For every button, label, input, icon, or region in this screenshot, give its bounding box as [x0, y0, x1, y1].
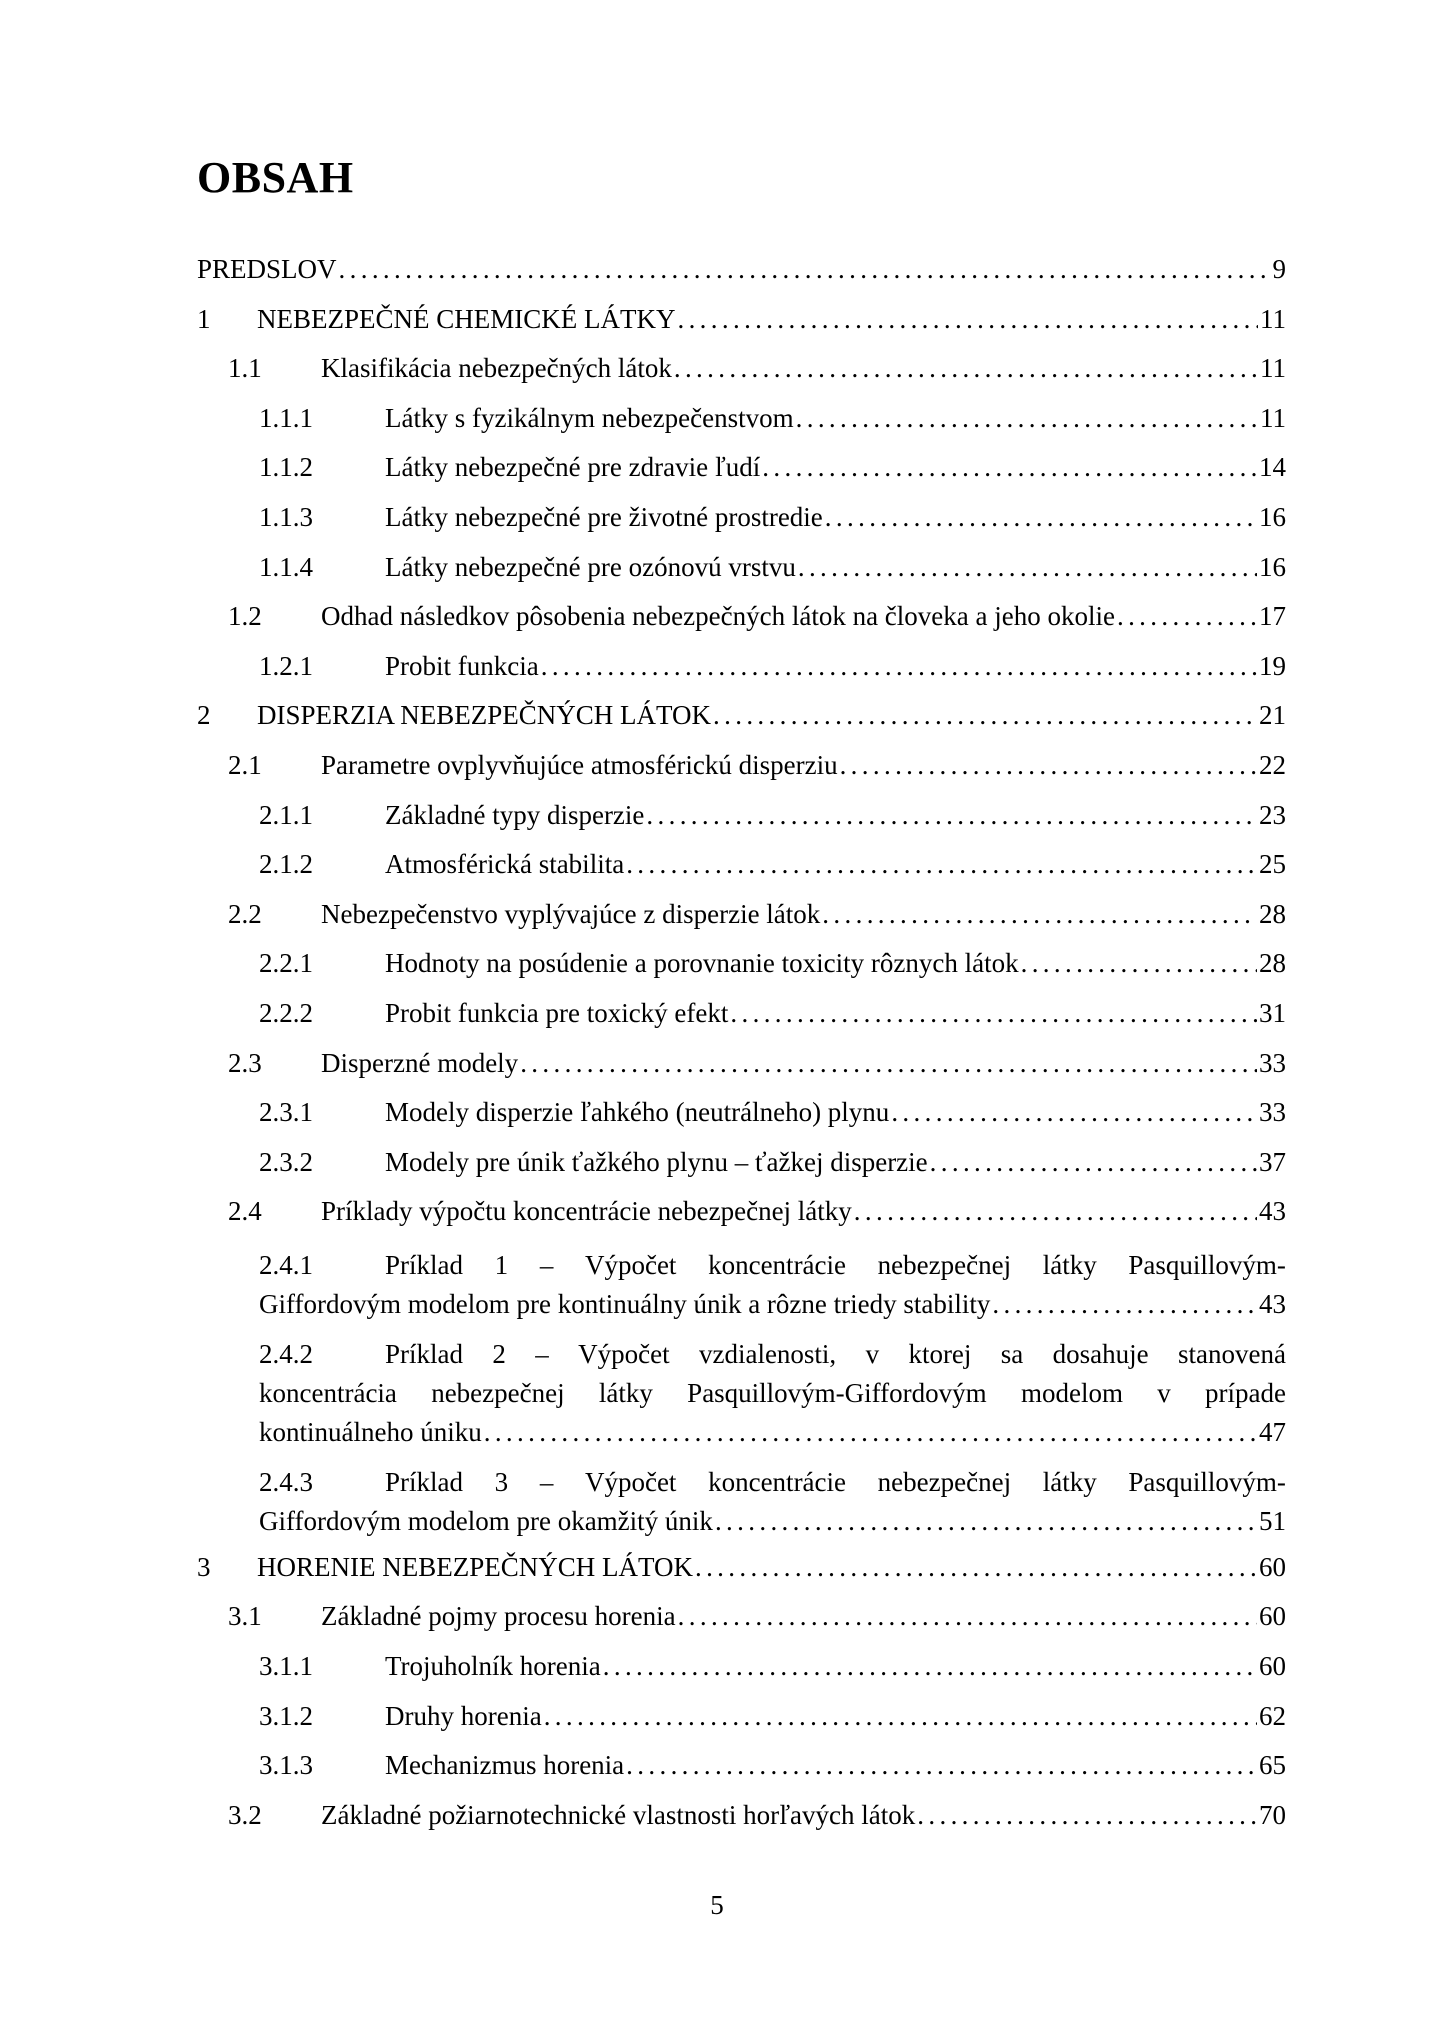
toc-entry	[197, 849, 1286, 899]
toc-entry-title: Druhy horenia	[385, 1700, 542, 1731]
toc-word: Výpočet	[584, 1466, 677, 1497]
toc-dot-leader	[674, 353, 1258, 384]
toc-entry-title: Mechanizmus horenia	[385, 1750, 625, 1781]
toc-word: Výpočet	[584, 1249, 677, 1280]
toc-entry	[197, 304, 1286, 354]
toc-entry-title: Modely pre únik ťažkého plynu – ťažkej disperzie	[385, 1146, 928, 1177]
toc-entry-title: Trojuholník horenia	[385, 1651, 601, 1682]
toc-word: látky	[598, 1377, 653, 1408]
toc-entry-title-cont: Giffordovým modelom pre kontinuálny únik a rôzne triedy stability	[259, 1288, 991, 1319]
toc-word: nebezpečnej	[431, 1377, 565, 1408]
toc-entry-page: 43	[1259, 1196, 1286, 1227]
toc-entry	[197, 502, 1286, 552]
toc-word: látky	[1042, 1249, 1097, 1280]
toc-entry-title: Hodnoty na posúdenie a porovnanie toxicity rôznych látok	[385, 948, 1019, 979]
toc-entry-title: Základné pojmy procesu horenia	[321, 1601, 676, 1632]
toc-entry-number: 3.1.2	[259, 1700, 313, 1731]
toc-dot-leader	[677, 304, 1258, 335]
toc-entry-number: 2.4.3	[259, 1466, 313, 1497]
toc-entry-number: 1.2.1	[259, 650, 313, 681]
toc-entry-number: 1.1.3	[259, 501, 313, 532]
toc-entry-first-line	[259, 1463, 1286, 1502]
toc-word: koncentrácie	[708, 1466, 847, 1497]
toc-entry-title: Základné typy disperzie	[385, 799, 645, 830]
toc-word: 3	[494, 1466, 509, 1497]
toc-entry-number: 3.2	[228, 1799, 262, 1830]
toc-dot-leader	[854, 1196, 1257, 1227]
toc-entry	[197, 1601, 1286, 1651]
toc-entry-page: 33	[1259, 1047, 1286, 1078]
toc-dot-leader	[626, 849, 1257, 880]
toc-word: –	[535, 1338, 549, 1369]
toc-dot-leader	[713, 700, 1257, 731]
toc-dot-leader	[796, 403, 1258, 434]
toc-dot-leader	[730, 998, 1257, 1029]
toc-dot-leader	[678, 1601, 1257, 1632]
toc-entry	[197, 452, 1286, 502]
toc-word: stanovená	[1178, 1338, 1286, 1369]
toc-word: –	[539, 1249, 554, 1280]
toc-entry-page: 19	[1259, 650, 1286, 681]
toc-entry-page: 11	[1260, 402, 1286, 433]
page-number: 5	[710, 1890, 724, 1920]
toc-dot-leader	[825, 502, 1257, 533]
toc-entry-page: 17	[1259, 601, 1286, 632]
toc-entry-number: 1	[197, 303, 211, 334]
toc-word: 1	[494, 1249, 509, 1280]
toc-entry-number: 1.1	[228, 353, 262, 384]
toc-entry	[197, 254, 1286, 304]
toc-entry-page: 37	[1259, 1146, 1286, 1177]
toc-entry-page: 23	[1259, 799, 1286, 830]
toc-entry-title	[385, 1335, 1286, 1374]
toc-entry-number: 3.1.1	[259, 1651, 313, 1682]
toc-word: prípade	[1205, 1377, 1286, 1408]
toc-entry-page: 11	[1260, 303, 1286, 334]
toc-entry	[197, 948, 1286, 998]
toc-entry-last-line	[259, 1285, 1286, 1324]
toc-entry-middle-line	[259, 1374, 1286, 1413]
toc-entry-number: 1.2	[228, 601, 262, 632]
toc-entry-title: Probit funkcia pre toxický efekt	[385, 997, 729, 1028]
toc-entry-title: Parametre ovplyvňujúce atmosférickú disperziu	[321, 749, 838, 780]
toc-dot-leader	[992, 1285, 1257, 1324]
toc-entry-multiline	[197, 1463, 1286, 1541]
toc-word: Príklad	[385, 1249, 463, 1280]
toc-entry-title-cont: Giffordovým modelom pre okamžitý únik	[259, 1505, 713, 1536]
toc-dot-leader	[544, 1701, 1257, 1732]
toc-word: v	[865, 1338, 880, 1369]
page-title: OBSAH	[197, 153, 354, 202]
toc-entry	[197, 800, 1286, 850]
toc-entry-title: DISPERZIA NEBEZPEČNÝCH LÁTOK	[257, 700, 712, 731]
toc-entry-number: 3	[197, 1551, 211, 1582]
toc-entry-page: 22	[1259, 749, 1286, 780]
toc-entry-title: Disperzné modely	[321, 1047, 519, 1078]
toc-entry	[197, 1048, 1286, 1098]
toc-entry-number: 3.1.3	[259, 1750, 313, 1781]
toc-entry	[197, 1800, 1286, 1850]
toc-entry	[197, 1196, 1286, 1246]
toc-entry-title: Príklady výpočtu koncentrácie nebezpečnej látky	[321, 1196, 852, 1227]
toc-dot-leader	[541, 651, 1257, 682]
toc-dot-leader	[891, 1097, 1257, 1128]
toc-entry-number: 2.2.1	[259, 948, 313, 979]
toc-word: Výpočet	[578, 1338, 670, 1369]
toc-dot-leader	[695, 1552, 1257, 1583]
toc-entry-title: Látky nebezpečné pre ozónovú vrstvu	[385, 551, 796, 582]
toc-entry-multiline	[197, 1246, 1286, 1324]
toc-entry-page: 21	[1259, 700, 1286, 731]
toc-entry-title: Látky nebezpečné pre zdravie ľudí	[385, 452, 761, 483]
toc-entry-page: 14	[1259, 452, 1286, 483]
toc-dot-leader	[840, 750, 1257, 781]
toc-entry-number: 2.4	[228, 1196, 262, 1227]
toc-entry-number: 2.3.2	[259, 1146, 313, 1177]
toc-word: –	[539, 1466, 554, 1497]
toc-dot-leader	[1021, 948, 1257, 979]
toc-dot-leader	[484, 1413, 1257, 1452]
toc-entry	[197, 552, 1286, 602]
toc-word: látky	[1042, 1466, 1097, 1497]
toc-entry-number: 2.4.1	[259, 1249, 313, 1280]
toc-entry	[197, 1701, 1286, 1751]
toc-dot-leader	[339, 254, 1271, 285]
toc-word: vzdialenosti,	[698, 1338, 837, 1369]
toc-entry-title: Odhad následkov pôsobenia nebezpečných látok na človeka a jeho okolie	[321, 601, 1115, 632]
toc-word: 2	[492, 1338, 506, 1369]
toc-entry-number: 2.3	[228, 1047, 262, 1078]
toc-entry-page: 60	[1259, 1651, 1286, 1682]
toc-dot-leader	[1117, 601, 1257, 632]
toc-entry	[197, 601, 1286, 651]
toc-entry-page: 28	[1259, 898, 1286, 929]
toc-entry	[197, 353, 1286, 403]
toc-entry-page: 60	[1259, 1551, 1286, 1582]
toc-entry-number: 2.1	[228, 749, 262, 780]
toc-word: sa	[1000, 1338, 1024, 1369]
toc-entry-page: 25	[1259, 849, 1286, 880]
toc-entry-page: 47	[1259, 1416, 1286, 1447]
toc-entry-page: 16	[1259, 501, 1286, 532]
toc-entry-title: Látky nebezpečné pre životné prostredie	[385, 501, 823, 532]
toc-entry-number: 1.1.4	[259, 551, 313, 582]
toc-dot-leader	[646, 800, 1257, 831]
toc-entry-number: 2.4.2	[259, 1338, 313, 1369]
toc-word: koncentrácia	[259, 1377, 397, 1408]
toc-entry-number: 2	[197, 700, 211, 731]
toc-dot-leader	[626, 1750, 1257, 1781]
toc-entry-first-line	[259, 1246, 1286, 1285]
toc-entry-page: 60	[1259, 1601, 1286, 1632]
toc-word: modelom	[1020, 1377, 1123, 1408]
toc-entry-page: 62	[1259, 1700, 1286, 1731]
toc-entry	[197, 651, 1286, 701]
toc-entry-title	[385, 1463, 1286, 1502]
toc-entry-number: 2.3.1	[259, 1097, 313, 1128]
toc-entry-title	[385, 1246, 1286, 1285]
toc-entry-page: 43	[1259, 1288, 1286, 1319]
toc-dot-leader	[762, 452, 1257, 483]
toc-dot-leader	[930, 1147, 1257, 1178]
toc-entry-number: 2.1.1	[259, 799, 313, 830]
toc-entry	[197, 1147, 1286, 1197]
toc-entry-page: 11	[1260, 353, 1286, 384]
toc-entry-number: 2.1.2	[259, 849, 313, 880]
toc-word: Príklad	[385, 1338, 463, 1369]
toc-word: nebezpečnej	[877, 1249, 1012, 1280]
toc-entry-number: 3.1	[228, 1601, 262, 1632]
toc-entry-number: 1.1.2	[259, 452, 313, 483]
toc-entry-page: 28	[1259, 948, 1286, 979]
toc-word: Pasquillovým-	[1128, 1466, 1286, 1497]
toc-entry-multiline	[197, 1335, 1286, 1452]
toc-entry-title: HORENIE NEBEZPEČNÝCH LÁTOK	[257, 1551, 693, 1582]
toc-word: dosahuje	[1052, 1338, 1149, 1369]
toc-entry	[197, 750, 1286, 800]
toc-entry-page: 31	[1259, 997, 1286, 1028]
toc-entry-page: 9	[1272, 254, 1286, 284]
toc-entry-title: Nebezpečenstvo vyplývajúce z disperzie látok	[321, 898, 821, 929]
toc-entry-page: 51	[1259, 1505, 1286, 1536]
toc-entry-number: 2.2.2	[259, 997, 313, 1028]
toc-entry	[197, 700, 1286, 750]
toc-entry	[197, 1750, 1286, 1800]
toc-entry-title: Klasifikácia nebezpečných látok	[321, 353, 672, 384]
toc-entry-title: NEBEZPEČNÉ CHEMICKÉ LÁTKY	[257, 303, 676, 334]
toc-entry-number: 2.2	[228, 898, 262, 929]
toc-dot-leader	[520, 1048, 1257, 1079]
toc-entry-page: 65	[1259, 1750, 1286, 1781]
toc-entry	[197, 1552, 1286, 1602]
toc-entry-title: Modely disperzie ľahkého (neutrálneho) plynu	[385, 1097, 890, 1128]
toc-word: nebezpečnej	[877, 1466, 1012, 1497]
toc-entry-title: Látky s fyzikálnym nebezpečenstvom	[385, 402, 794, 433]
toc-entry-page: 33	[1259, 1097, 1286, 1128]
toc-word: ktorej	[908, 1338, 972, 1369]
toc-entry-page: 16	[1259, 551, 1286, 582]
toc-entry	[197, 1097, 1286, 1147]
toc-dot-leader	[715, 1502, 1257, 1541]
toc-dot-leader	[917, 1800, 1257, 1831]
toc-entry	[197, 1651, 1286, 1701]
toc-entry	[197, 403, 1286, 453]
toc-entry-title: Atmosférická stabilita	[385, 849, 625, 880]
toc-word: Pasquillovým-Giffordovým	[687, 1377, 987, 1408]
toc-entry-title: PREDSLOV	[197, 254, 337, 284]
toc-entry-number: 1.1.1	[259, 402, 313, 433]
toc-entry	[197, 899, 1286, 949]
toc-dot-leader	[822, 899, 1257, 930]
toc-dot-leader	[603, 1651, 1257, 1682]
toc-word: v	[1157, 1377, 1171, 1408]
toc-entry-last-line	[259, 1502, 1286, 1541]
toc-entry-title: Probit funkcia	[385, 650, 539, 681]
toc-entry-title: Základné požiarnotechnické vlastnosti horľavých látok	[321, 1799, 916, 1830]
toc-entry-title-cont: kontinuálneho úniku	[259, 1416, 482, 1447]
toc-dot-leader	[798, 552, 1257, 583]
toc-entry-last-line	[259, 1413, 1286, 1452]
toc-word: koncentrácie	[708, 1249, 847, 1280]
table-of-contents	[197, 254, 1286, 1849]
toc-entry-page: 70	[1259, 1799, 1286, 1830]
toc-entry-first-line	[259, 1335, 1286, 1374]
toc-entry	[197, 998, 1286, 1048]
toc-word: Pasquillovým-	[1128, 1249, 1286, 1280]
toc-word: Príklad	[385, 1466, 463, 1497]
